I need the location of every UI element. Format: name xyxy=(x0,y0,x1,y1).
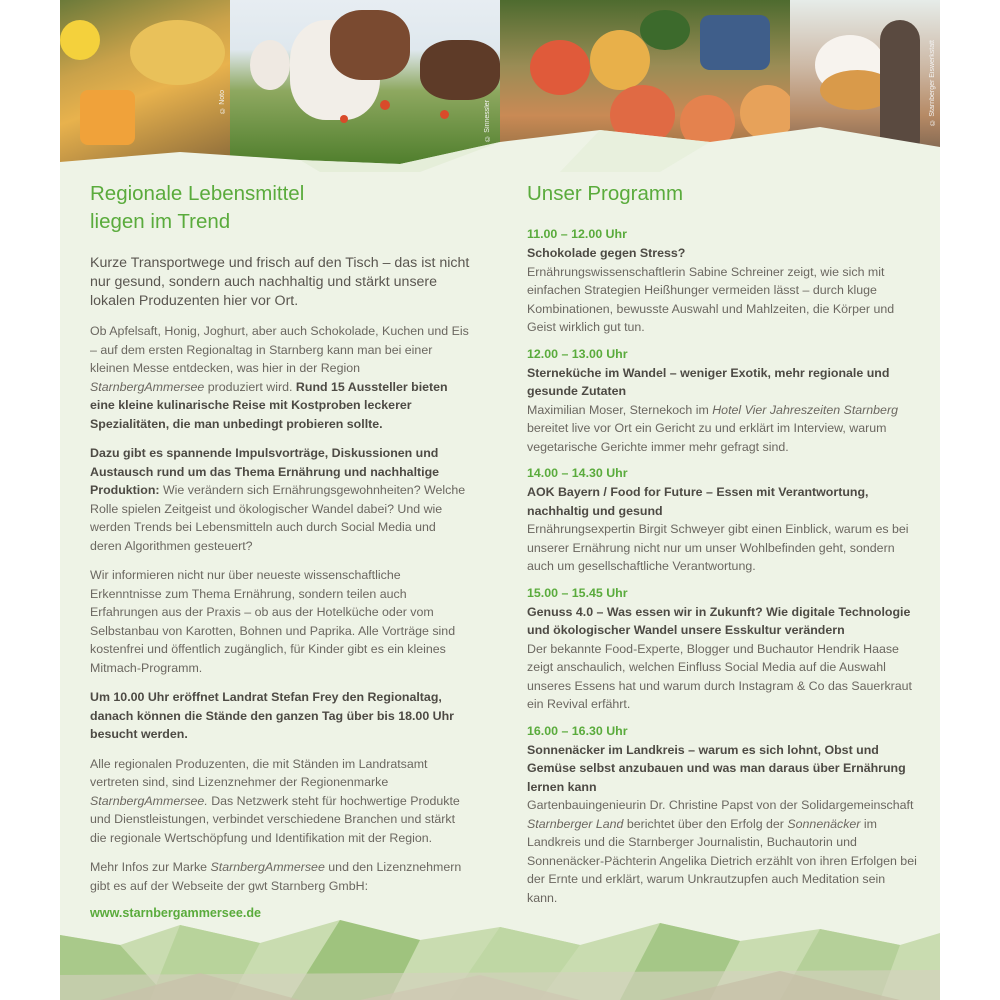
program-item xyxy=(527,225,917,337)
highlight-text: Um 10.00 Uhr eröffnet Landrat Stefan Frey den Regionaltag, danach können die Stände den ganzen Tag über bis 18.00 Uhr besucht werden. xyxy=(90,690,454,741)
title-line-2: liegen im Trend xyxy=(90,210,231,233)
program-title-text: Sonnenäcker im Landkreis – warum es sich lohnt, Obst und Gemüse selbst anzubauen und was man daraus über Ernährung lernen kann xyxy=(527,742,906,794)
left-column xyxy=(90,180,470,920)
program-title: Unser Programm xyxy=(527,182,684,205)
brand-name: StarnbergAmmersee. xyxy=(90,793,208,808)
program-title-text: Sterneküche im Wandel – weniger Exotik, mehr regionale und gesunde Zutaten xyxy=(527,365,890,398)
text: und den Lizenznehmern gibt es auf der Webseite der gwt Starnberg GmbH: xyxy=(90,860,462,893)
lead-paragraph: Kurze Transportwege und frisch auf den Tisch – das ist nicht nur gesund, sondern auch nachhaltig und stärkt unsere lokalen Produzenten hier vor Ort. xyxy=(90,255,470,309)
highlight-text: Dazu gibt es spannende Impulsvorträge, Diskussionen und Austausch rund um das Thema Ernährung und nachhaltige Produktion: xyxy=(90,446,440,497)
paragraph-6 xyxy=(90,858,470,895)
paragraph-2 xyxy=(90,444,470,555)
program-item xyxy=(527,584,917,714)
right-column xyxy=(527,180,917,915)
program-description: Ernährungswissenschaftlerin Sabine Schreiner zeigt, wie sich mit einfachen Strategien Heißhunger vermeiden lässt – durch kluge Kombinationen, bewusste Auswahl und Mahlzeiten, die Körper und Geist wirklich gut tun. xyxy=(527,264,895,334)
program-time: 16.00 – 16.30 Uhr xyxy=(527,723,628,738)
text: Mehr Infos zur Marke xyxy=(90,860,211,874)
program-time: 14.00 – 14.30 Uhr xyxy=(527,466,628,480)
photo-credit: © Sinnessler xyxy=(484,100,491,142)
program-list xyxy=(527,225,917,907)
photo-credit: © Starnberger Eiswerkstatt xyxy=(929,40,936,126)
flyer-sheet xyxy=(60,0,940,1000)
text: Das Netzwerk steht für hochwertige Produkte und Dienstleistungen, verbindet verschiedene Branchen und stärkt die regionale Wertschöpfung und Identifikation mit der Region. xyxy=(90,793,460,845)
program-time: 11.00 – 12.00 Uhr xyxy=(527,227,627,241)
text: Wie verändern sich Ernährungsgewohnheiten? Welche Rolle spielen Zeitgeist und ökologischer Wandel dabei? Und wie werden Trends bei Lebensmitteln auch durch Social Media und deren Algorithmen gesteuert? xyxy=(90,483,466,553)
program-title-text: AOK Bayern / Food for Future – Essen mit Verantwortung, nachhaltig und gesund xyxy=(527,485,869,518)
program-description xyxy=(527,796,917,907)
project-name: Sonnenäcker xyxy=(787,816,861,831)
venue-name: Hotel Vier Jahreszeiten Starnberg xyxy=(712,402,898,417)
program-time: 12.00 – 13.00 Uhr xyxy=(527,346,628,361)
program-item xyxy=(527,345,917,457)
photo-bottom-edge xyxy=(60,112,940,172)
program-time: 15.00 – 15.45 Uhr xyxy=(527,585,628,600)
text: produziert wird. xyxy=(204,379,296,394)
brand-name: StarnbergAmmersee xyxy=(210,860,325,874)
text: Gartenbauingenieurin Dr. Christine Papst von der Solidargemeinschaft xyxy=(527,798,914,812)
text: bereitet live vor Ort ein Gericht zu und erklärt im Interview, warum vegetarische Gerichte immer mehr gefragt sind. xyxy=(527,421,887,454)
program-description xyxy=(527,401,917,457)
program-title-text: Genuss 4.0 – Was essen wir in Zukunft? Wie digitale Technologie und ökologischer Wandel unsere Esskultur verändern xyxy=(527,604,911,637)
highlight-text: Rund 15 Aussteller bieten eine kleine kulinarische Reise mit Kostproben leckerer Spezialitäten, die man unbedingt probieren sollte. xyxy=(90,379,448,431)
text: Maximilian Moser, Sternekoch im xyxy=(527,402,713,417)
org-name: Starnberger Land xyxy=(527,816,624,831)
photo-credit: © Noto xyxy=(219,90,226,114)
paragraph-4 xyxy=(90,688,470,744)
website-link[interactable]: www.starnbergammersee.de xyxy=(90,906,262,920)
paragraph-5 xyxy=(90,755,470,848)
program-item xyxy=(527,722,917,908)
text: Ob Apfelsaft, Honig, Joghurt, aber auch Schokolade, Kuchen und Eis – auf dem ersten Regionaltag in Starnberg kann man bei einer kleinen Messe entdecken, was hier in der Region xyxy=(90,324,469,375)
text: im Landkreis und die Starnberger Journalistin, Buchautorin und Sonnenäcker-Pächterin Angelika Dietrich erzählt von ihren Erfolgen bei der Ernte und erklärt, warum Unkrautzupfen auch Meditation sein kann. xyxy=(527,816,917,905)
paragraph-1 xyxy=(90,322,470,433)
paragraph-3: Wir informieren nicht nur über neueste wissenschaftliche Erkenntnisse zum Thema Ernährung, sondern teilen auch Erfahrungen aus der Praxis – ob aus der Hotelküche oder vom Selbstanbau von Karotten, Bohnen und Paprika. Alle Vorträge sind kostenfrei und öffentlich zugänglich, für Kinder gibt es ein kleines Mitmach-Programm. xyxy=(90,568,456,675)
section-title xyxy=(90,180,470,236)
program-title-text: Schokolade gegen Stress? xyxy=(527,246,686,260)
text: berichtet über den Erfolg der xyxy=(623,816,788,831)
text: Alle regionalen Produzenten, die mit Ständen im Landratsamt vertreten sind, sind Lizenznehmer der Regionenmarke xyxy=(90,756,428,789)
photo-strip xyxy=(60,0,940,165)
mountain-decoration xyxy=(60,915,940,1000)
title-line-1: Regionale Lebensmittel xyxy=(90,182,305,205)
program-item xyxy=(527,464,917,576)
program-description: Ernährungsexpertin Birgit Schweyer gibt einen Einblick, warum es bei unserer Ernährung nicht nur um unser Wohlbefinden geht, sondern auch um gesellschaftliche Verantwortung. xyxy=(527,522,909,573)
brand-name: StarnbergAmmersee xyxy=(90,379,205,394)
program-description: Der bekannte Food-Experte, Blogger und Buchautor Hendrik Haase zeigt anschaulich, welchen Einfluss Social Media auf die Auswahl unseres Essens hat und warum durch Instagram & Co das Sauerkraut ein Revival erfährt. xyxy=(527,641,912,711)
